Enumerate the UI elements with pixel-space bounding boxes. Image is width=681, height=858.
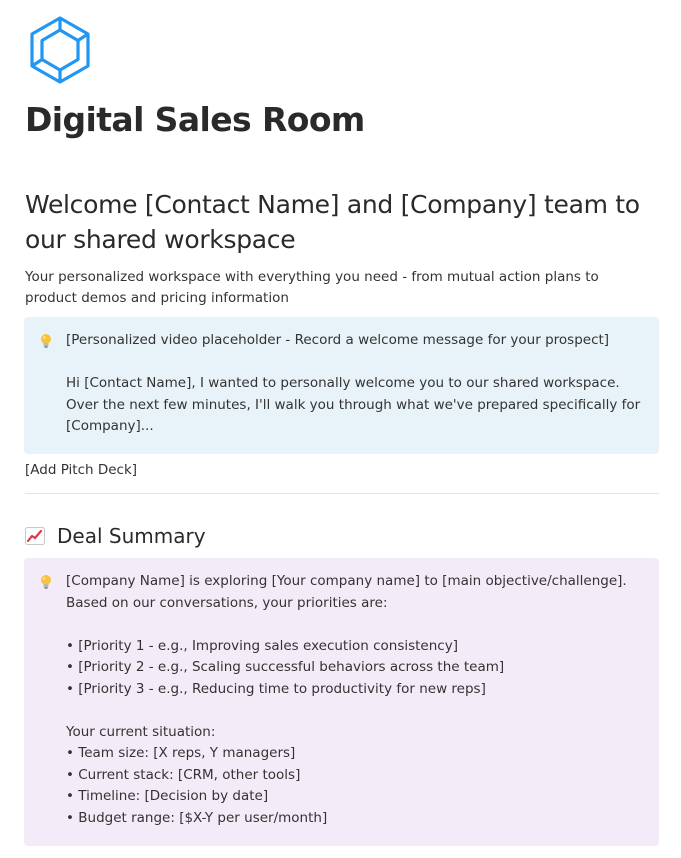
video-callout xyxy=(24,317,659,454)
lead-text: Your personalized workspace with everything you need - from mutual action plans to product demos and pricing information xyxy=(25,269,599,306)
lightbulb-icon xyxy=(39,574,53,590)
hexagon-logo-icon xyxy=(27,15,93,85)
lightbulb-icon xyxy=(39,333,53,349)
video-placeholder-text: [Personalized video placeholder - Record a welcome message for your prospect] xyxy=(66,332,610,348)
welcome-heading: Welcome [Contact Name] and [Company] team to our shared workspace xyxy=(25,190,640,254)
page-title: Digital Sales Room xyxy=(25,100,365,139)
situation-item: • Current stack: [CRM, other tools] xyxy=(66,766,301,783)
deal-summary-heading xyxy=(25,524,206,548)
deal-summary-title: Deal Summary xyxy=(57,524,206,548)
divider xyxy=(25,493,659,494)
chart-increasing-icon xyxy=(25,527,45,545)
deal-summary-intro: [Company Name] is exploring [Your company name] to [main objective/challenge]. Based on our conversations, your priorities are: xyxy=(66,573,627,611)
pitch-deck-placeholder: [Add Pitch Deck] xyxy=(25,462,138,478)
situation-item: • Budget range: [$X-Y per user/month] xyxy=(66,809,328,826)
situation-item: • Timeline: [Decision by date] xyxy=(66,788,269,804)
deal-summary-callout xyxy=(24,558,659,846)
priority-item: • [Priority 1 - e.g., Improving sales execution consistency] xyxy=(66,637,458,654)
priority-item: • [Priority 3 - e.g., Reducing time to productivity for new reps] xyxy=(66,680,486,697)
situation-item: • Team size: [X reps, Y managers] xyxy=(66,745,296,761)
welcome-message-text: Hi [Contact Name], I wanted to personally welcome you to our shared workspace. Over the next few minutes, I'll walk you through what we've prepared specifically for [Company]... xyxy=(66,375,641,434)
priority-item: • [Priority 2 - e.g., Scaling successful behaviors across the team] xyxy=(66,659,505,675)
situation-label: Your current situation: xyxy=(66,723,216,740)
